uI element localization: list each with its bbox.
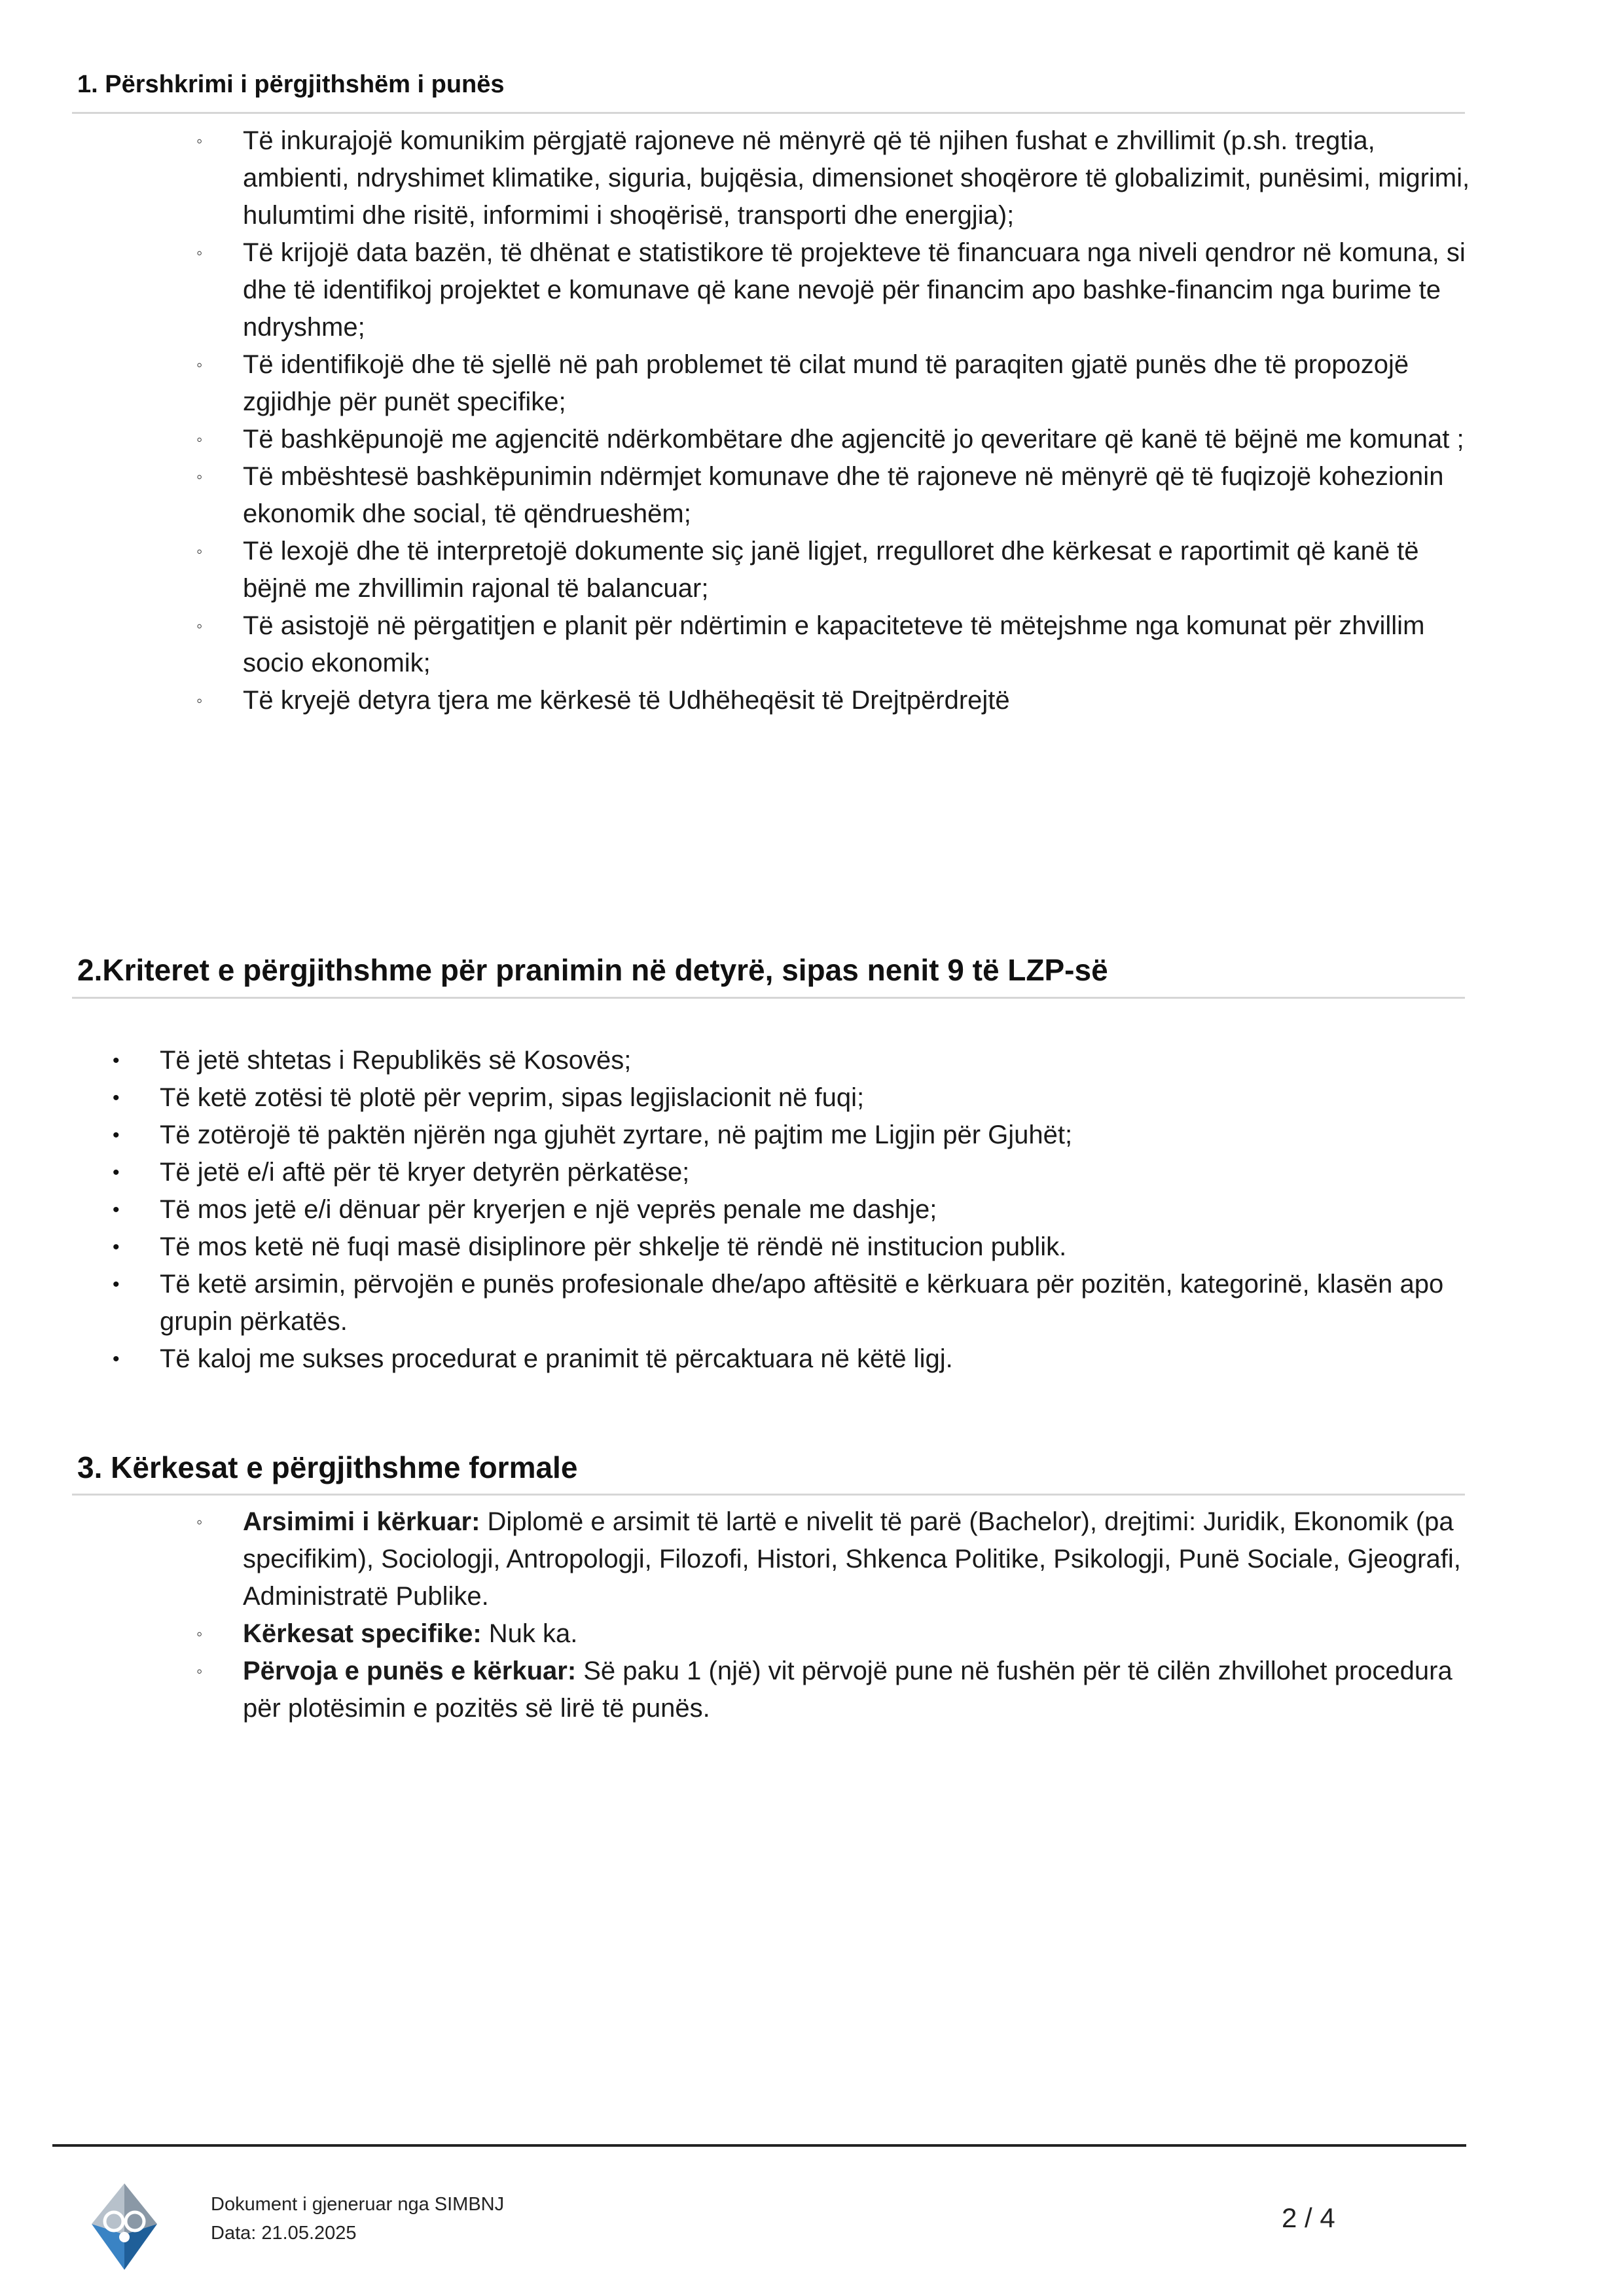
footer-date: Data: 21.05.2025 xyxy=(211,2223,357,2244)
requirement-text: Së paku 1 (një) vit përvojë pune në fushën për të cilën zhvillohet procedura për plotësimin e pozitës së lirë të punës. xyxy=(243,1657,1453,1723)
list-item: ◦ Të kryejë detyra tjera me kërkesë të Udhëheqësit të Drejtpërdrejtë xyxy=(243,682,1487,719)
list-item: • Të jetë e/i aftë për të kryer detyrën përkatëse; xyxy=(160,1154,1469,1191)
circle-bullet-icon: ◦ xyxy=(196,616,203,636)
section-2-heading: 2.Kriteret e përgjithshme për pranimin në detyrë, sipas nenit 9 të LZP-së xyxy=(77,953,1108,987)
list-item: • Të mos ketë në fuqi masë disiplinore për shkelje të rëndë në institucion publik. xyxy=(160,1229,1469,1266)
list-item: • Të ketë zotësi të plotë për veprim, sipas legjislacionit në fuqi; xyxy=(160,1079,1469,1117)
criteria-list xyxy=(113,1042,1469,1378)
list-item: ◦ Të krijojë data bazën, të dhënat e statistikore të projekteve të financuara nga niveli qendror në komuna, si dhe të identifikoj projektet e komunave që kane nevojë për financim apo bashke-financim nga burime te ndryshme; xyxy=(243,234,1487,346)
simbnj-logo-icon xyxy=(84,2178,166,2273)
circle-bullet-icon: ◦ xyxy=(196,541,203,561)
circle-bullet-icon: ◦ xyxy=(196,429,203,449)
bullet-icon: • xyxy=(113,1199,120,1221)
bullet-icon: • xyxy=(113,1162,120,1183)
bullet-icon: • xyxy=(113,1087,120,1109)
circle-bullet-icon: ◦ xyxy=(196,467,203,486)
bullet-icon: • xyxy=(113,1274,120,1295)
footer-divider xyxy=(52,2144,1466,2147)
circle-bullet-icon: ◦ xyxy=(196,355,203,374)
bullet-icon: • xyxy=(113,1348,120,1370)
requirement-text: Diplomë e arsimit të lartë e nivelit të parë (Bachelor), drejtimi: Juridik, Ekonomik (pa specifikim), Sociologji, Antropologji, Filozofi, Histori, Shkenca Politike, Psikologji, Punë Sociale, Gjeografi, Administratë Publike. xyxy=(243,1507,1461,1611)
bullet-icon: • xyxy=(113,1236,120,1258)
list-item xyxy=(196,1615,1487,1653)
circle-bullet-icon: ◦ xyxy=(196,1661,203,1681)
circle-bullet-icon: ◦ xyxy=(196,691,203,710)
section-1-heading: 1. Përshkrimi i përgjithshëm i punës xyxy=(77,71,505,98)
list-item: • Të zotërojë të paktën njërën nga gjuhët zyrtare, në pajtim me Ligjin për Gjuhët; xyxy=(160,1117,1469,1154)
section-3-heading: 3. Kërkesat e përgjithshme formale xyxy=(77,1450,578,1484)
list-item: ◦ Të asistojë në përgatitjen e planit për ndërtimin e kapaciteteve të mëtejshme nga komunat për zhvillim socio ekonomik; xyxy=(243,607,1487,682)
bullet-icon: • xyxy=(113,1050,120,1071)
requirement-label: Arsimimi i kërkuar: xyxy=(243,1507,480,1536)
section-1-divider xyxy=(72,112,1465,114)
list-item: ◦ Të lexojë dhe të interpretojë dokumente siç janë ligjet, rregulloret dhe kërkesat e raportimit që kanë të bëjnë me zhvillimin rajonal të balancuar; xyxy=(243,533,1487,607)
list-item: • Të jetë shtetas i Republikës së Kosovës; xyxy=(160,1042,1469,1079)
list-item: ◦ Të inkurajojë komunikim përgjatë rajoneve në mënyrë që të njihen fushat e zhvillimit (p.sh. tregtia, ambienti, ndryshimet klimatike, siguria, bujqësia, dimensionet shoqërore të globalizimit, punësimi, migrimi, hulumtimi dhe risitë, informimi i shoqërisë, transporti dhe energjia); xyxy=(243,122,1487,234)
requirement-text: Nuk ka. xyxy=(481,1619,578,1648)
list-item: ◦ Të bashkëpunojë me agjencitë ndërkombëtare dhe agjencitë jo qeveritare që kanë të bëjnë me komunat ; xyxy=(243,421,1487,458)
circle-bullet-icon: ◦ xyxy=(196,243,203,262)
requirements-list xyxy=(196,1503,1487,1727)
bullet-icon: • xyxy=(113,1124,120,1146)
circle-bullet-icon: ◦ xyxy=(196,1624,203,1643)
list-item: ◦ Të identifikojë dhe të sjellë në pah problemet të cilat mund të paraqiten gjatë punës dhe të propozojë zgjidhje për punët specifike; xyxy=(243,346,1487,421)
job-duties-list xyxy=(196,122,1487,719)
page-number: 2 / 4 xyxy=(1282,2202,1335,2233)
list-item xyxy=(196,1503,1487,1615)
circle-bullet-icon: ◦ xyxy=(196,1512,203,1532)
footer-generated-by: Dokument i gjeneruar nga SIMBNJ xyxy=(211,2194,505,2215)
list-item: • Të ketë arsimin, përvojën e punës profesionale dhe/apo aftësitë e kërkuara për pozitën, kategorinë, klasën apo grupin përkatës. xyxy=(160,1266,1469,1340)
requirement-label: Kërkesat specifike: xyxy=(243,1619,482,1648)
section-3-divider xyxy=(72,1494,1465,1496)
list-item xyxy=(196,1653,1487,1727)
list-item: • Të mos jetë e/i dënuar për kryerjen e një veprës penale me dashje; xyxy=(160,1191,1469,1229)
list-item: ◦ Të mbështesë bashkëpunimin ndërmjet komunave dhe të rajoneve në mënyrë që të fuqizojë kohezionin ekonomik dhe social, të qëndrueshëm; xyxy=(243,458,1487,533)
list-item: • Të kaloj me sukses procedurat e pranimit të përcaktuara në këtë ligj. xyxy=(160,1340,1469,1378)
section-2-divider xyxy=(72,997,1465,999)
requirement-label: Përvoja e punës e kërkuar: xyxy=(243,1657,577,1685)
circle-bullet-icon: ◦ xyxy=(196,131,203,151)
